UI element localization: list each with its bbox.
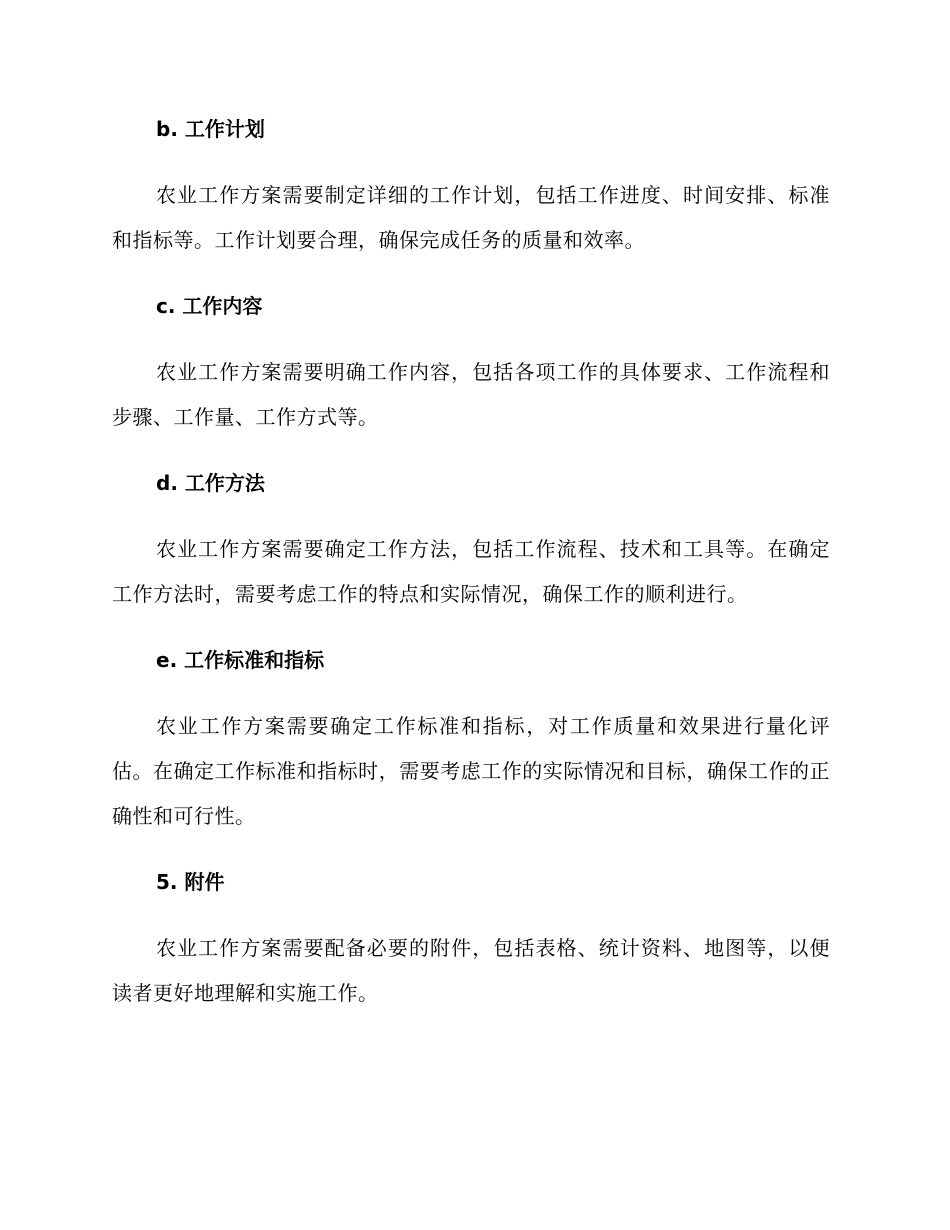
section-heading: c. 工作内容 bbox=[156, 294, 263, 318]
section-paragraph: 农业工作方案需要明确工作内容，包括各项工作的具体要求、工作流程和步骤、工作量、工作方式等。 bbox=[112, 360, 830, 429]
section-work-plan bbox=[112, 112, 830, 263]
section-heading: b. 工作计划 bbox=[156, 117, 265, 141]
section-work-standards bbox=[112, 643, 830, 839]
section-paragraph: 农业工作方案需要配备必要的附件，包括表格、统计资料、地图等，以便读者更好地理解和实施工作。 bbox=[112, 936, 830, 1005]
section-heading: e. 工作标准和指标 bbox=[156, 648, 325, 672]
section-paragraph: 农业工作方案需要确定工作方法，包括工作流程、技术和工具等。在确定工作方法时，需要考虑工作的特点和实际情况，确保工作的顺利进行。 bbox=[112, 537, 830, 606]
section-paragraph: 农业工作方案需要制定详细的工作计划，包括工作进度、时间安排、标准和指标等。工作计划要合理，确保完成任务的质量和效率。 bbox=[112, 183, 830, 252]
section-paragraph: 农业工作方案需要确定工作标准和指标，对工作质量和效果进行量化评估。在确定工作标准和指标时，需要考虑工作的实际情况和目标，确保工作的正确性和可行性。 bbox=[112, 714, 830, 828]
section-work-content bbox=[112, 289, 830, 440]
section-heading: d. 工作方法 bbox=[156, 471, 265, 495]
section-work-method bbox=[112, 466, 830, 617]
section-attachments bbox=[112, 865, 830, 1016]
section-heading: 5. 附件 bbox=[156, 870, 225, 894]
